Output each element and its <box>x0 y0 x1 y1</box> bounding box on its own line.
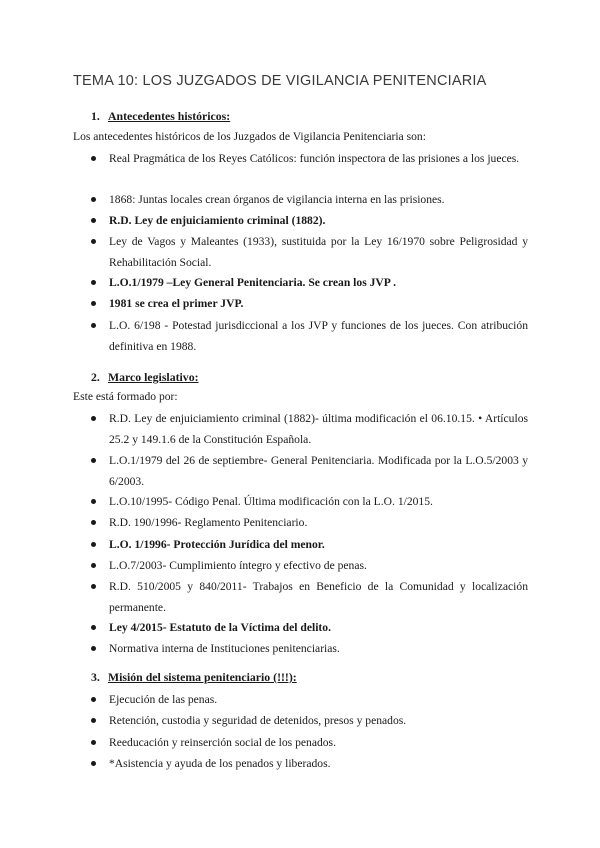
list-item-text: L.O. 6/198 - Potestad jurisdiccional a los JVP y funciones de los jueces. Con atribución definitiva en 1988. <box>109 319 528 353</box>
list-item <box>91 190 528 211</box>
bullet-icon <box>91 625 96 630</box>
page-title: TEMA 10: LOS JUZGADOS DE VIGILANCIA PENITENCIARIA <box>73 73 487 89</box>
list-item-text: R.D. 190/1996- Reglamento Penitenciario. <box>109 516 308 529</box>
list-item-text: Reeducación y reinserción social de los penados. <box>109 736 336 749</box>
list-item-text: L.O.1/1979 –Ley General Penitenciaria. Se crean los JVP . <box>109 276 397 289</box>
bullet-icon <box>91 520 96 525</box>
list-item-text: L.O.1/1979 del 26 de septiembre- General Penitenciaria. Modificada por la L.O.5/2003 y 6/2003. <box>109 454 528 488</box>
list-item-text: R.D. Ley de enjuiciamiento criminal (1882)- última modificación el 06.10.15. • Artículos 25.2 y 149.1.6 de la Constitución Española. <box>109 412 528 446</box>
list-item-text: Normativa interna de Instituciones penitenciarias. <box>109 642 340 655</box>
list-item <box>91 149 528 170</box>
list-item-text: *Asistencia y ayuda de los penados y liberados. <box>109 757 331 770</box>
bullet-icon <box>91 239 96 244</box>
list-item-text: R.D. 510/2005 y 840/2011- Trabajos en Beneficio de la Comunidad y localización permanente. <box>109 580 528 614</box>
section-2-intro: Este está formado por: <box>73 390 178 403</box>
section-1-heading <box>91 109 230 124</box>
list-item <box>91 556 528 577</box>
list-item <box>91 733 528 754</box>
bullet-icon <box>91 416 96 421</box>
list-item <box>91 273 528 294</box>
list-item <box>91 232 528 273</box>
list-item-text: 1868: Juntas locales crean órganos de vigilancia interna en las prisiones. <box>109 193 445 206</box>
bullet-icon <box>91 697 96 702</box>
bullet-icon <box>91 458 96 463</box>
list-item <box>91 492 528 513</box>
section-3-heading <box>91 670 297 685</box>
list-item-text: R.D. Ley de enjuiciamiento criminal (1882). <box>109 214 326 227</box>
list-item <box>91 754 528 775</box>
bullet-icon <box>91 499 96 504</box>
section-number: 1. <box>91 109 100 123</box>
list-item-text: Ley de Vagos y Maleantes (1933), sustituida por la Ley 16/1970 sobre Peligrosidad y Rehabilitación Social. <box>109 235 528 269</box>
section-1-intro: Los antecedentes históricos de los Juzgados de Vigilancia Penitenciaria son: <box>73 130 426 143</box>
bullet-icon <box>91 197 96 202</box>
section-title: Misión del sistema penitenciario (!!!): <box>108 670 297 684</box>
section-2-heading <box>91 370 199 385</box>
bullet-icon <box>91 740 96 745</box>
bullet-icon <box>91 280 96 285</box>
section-title: Antecedentes históricos: <box>108 109 231 123</box>
bullet-icon <box>91 323 96 328</box>
list-item-text: Ley 4/2015- Estatuto de la Víctima del delito. <box>109 621 331 634</box>
list-item-text: 1981 se crea el primer JVP. <box>109 297 244 310</box>
bullet-icon <box>91 218 96 223</box>
section-title: Marco legislativo: <box>108 370 199 384</box>
bullet-icon <box>91 542 96 547</box>
list-item <box>91 690 528 711</box>
bullet-icon <box>91 563 96 568</box>
bullet-icon <box>91 156 96 161</box>
list-item-text: L.O.10/1995- Código Penal. Última modificación con la L.O. 1/2015. <box>109 495 433 508</box>
list-item-text: Retención, custodia y seguridad de detenidos, presos y penados. <box>109 714 407 727</box>
bullet-icon <box>91 761 96 766</box>
list-item <box>91 316 528 357</box>
bullet-icon <box>91 584 96 589</box>
section-number: 2. <box>91 370 100 384</box>
list-item <box>91 577 528 618</box>
list-item-text: L.O. 1/1996- Protección Jurídica del menor. <box>109 538 325 551</box>
list-item <box>91 535 528 556</box>
list-item <box>91 451 528 492</box>
list-item <box>91 618 528 639</box>
list-item-text: Ejecución de las penas. <box>109 693 218 706</box>
list-item <box>91 639 528 660</box>
list-item <box>91 711 528 732</box>
list-item <box>91 409 528 450</box>
bullet-icon <box>91 646 96 651</box>
list-item-text: Real Pragmática de los Reyes Católicos: función inspectora de las prisiones a los jueces. <box>109 152 520 165</box>
list-item <box>91 294 528 315</box>
list-item <box>91 211 528 232</box>
section-number: 3. <box>91 670 100 684</box>
bullet-icon <box>91 718 96 723</box>
bullet-icon <box>91 301 96 306</box>
list-item-text: L.O.7/2003- Cumplimiento íntegro y efectivo de penas. <box>109 559 367 572</box>
list-item <box>91 513 528 534</box>
